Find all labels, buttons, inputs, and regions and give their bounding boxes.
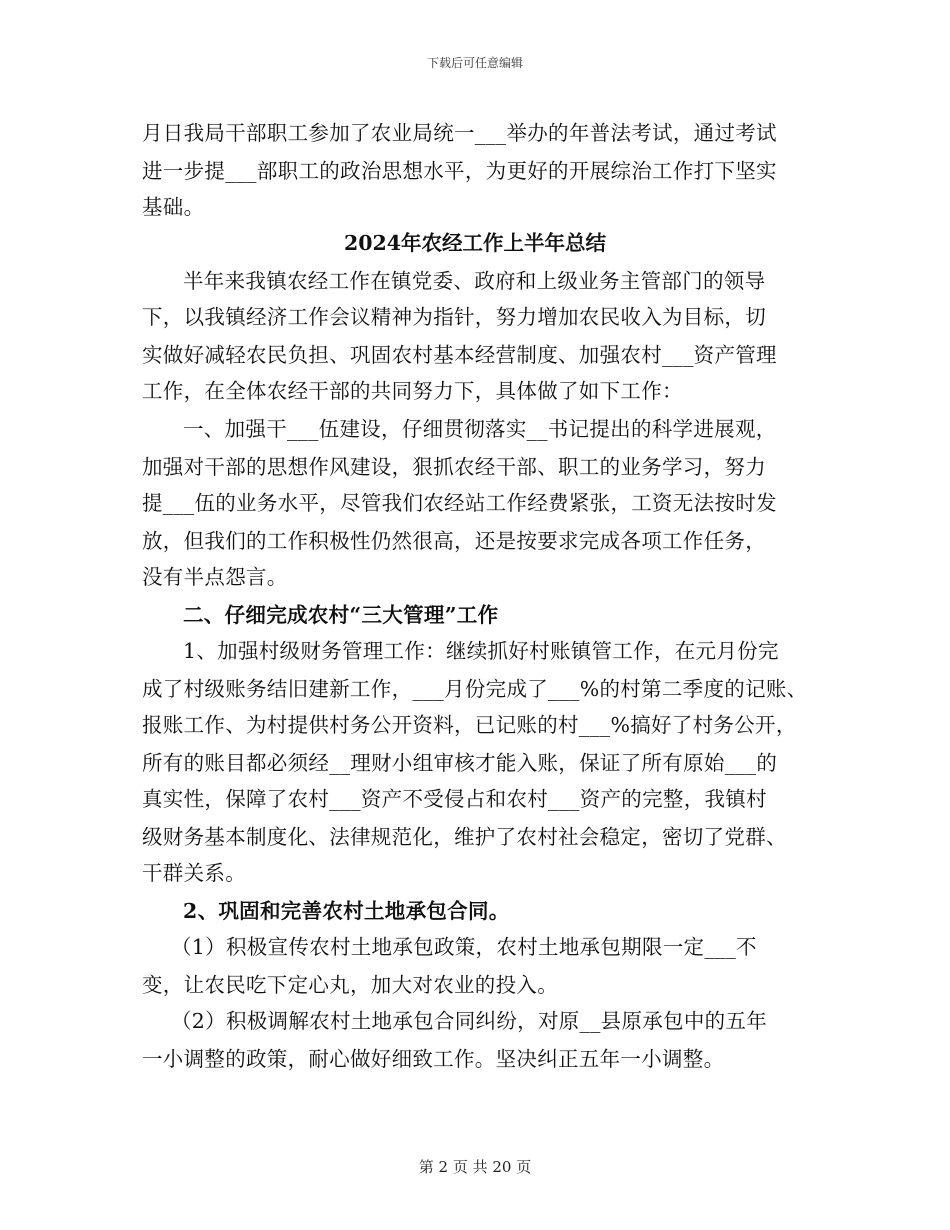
paragraph-line: 成了村级账务结旧建新工作，___月份完成了___%的村第二季度的记账、 [142, 677, 808, 701]
paragraph-line: 下，以我镇经济工作会议精神为指针，努力增加农民收入为目标，切 [142, 305, 766, 329]
section-heading: 二、仔细完成农村“三大管理”工作 [183, 603, 499, 627]
paragraph-line: 提___伍的业务水平，尽管我们农经站工作经费紧张，工资无法按时发 [142, 491, 777, 515]
paragraph-line: 所有的账目都必须经__理财小组审核才能入账，保证了所有原始___的 [142, 751, 778, 775]
paragraph-line: 基础。 [142, 195, 205, 219]
subsection-heading: 2、巩固和完善农村土地承包合同。 [183, 899, 510, 923]
paragraph-line: （1）积极宣传农村土地承包政策，农村土地承包期限一定___不 [171, 935, 757, 959]
page-number-footer: 第 2 页 共 20 页 [418, 1158, 532, 1176]
paragraph-line: 放，但我们的工作积极性仍然很高，还是按要求完成各项工作任务， [142, 529, 766, 553]
paragraph-line: 工作，在全体农经干部的共同努力下，具体做了如下工作： [142, 379, 683, 403]
paragraph-line: 真实性，保障了农村___资产不受侵占和农村___资产的完整，我镇村 [142, 787, 767, 811]
paragraph-line: 级财务基本制度化、法律规范化，维护了农村社会稳定，密切了党群、 [142, 825, 787, 849]
paragraph-line: 变，让农民吃下定心丸，加大对农业的投入。 [142, 973, 558, 997]
paragraph-line: 加强对干部的思想作风建设，狠抓农经干部、职工的业务学习，努力 [142, 455, 766, 479]
paragraph-line: 没有半点怨言。 [142, 565, 288, 589]
paragraph-line: 1、加强村级财务管理工作：继续抓好村账镇管工作，在元月份完 [183, 639, 779, 663]
paragraph-line: 一小调整的政策，耐心做好细致工作。坚决纠正五年一小调整。 [142, 1047, 725, 1071]
paragraph-line: （2）积极调解农村土地承包合同纠纷，对原__县原承包中的五年 [171, 1009, 768, 1033]
page-header-note: 下载后可任意编辑 [426, 56, 523, 70]
paragraph-line: 实做好减轻农民负担、巩固农村基本经营制度、加强农村___资产管理 [142, 343, 777, 367]
paragraph-line: 半年来我镇农经工作在镇党委、政府和上级业务主管部门的领导 [183, 269, 766, 293]
document-title: 2024年农经工作上半年总结 [343, 231, 607, 255]
paragraph-line: 报账工作、为村提供村务公开资料，已记账的村___%搞好了村务公开， [142, 713, 797, 737]
paragraph-line: 进一步提___部职工的政治思想水平，为更好的开展综治工作打下坚实 [142, 159, 777, 183]
paragraph-line: 月日我局干部职工参加了农业局统一___举办的年普法考试，通过考试 [142, 121, 777, 145]
paragraph-line: 干群关系。 [142, 861, 246, 885]
paragraph-line: 一、加强干___伍建设，仔细贯彻落实__书记提出的科学进展观， [183, 417, 777, 441]
